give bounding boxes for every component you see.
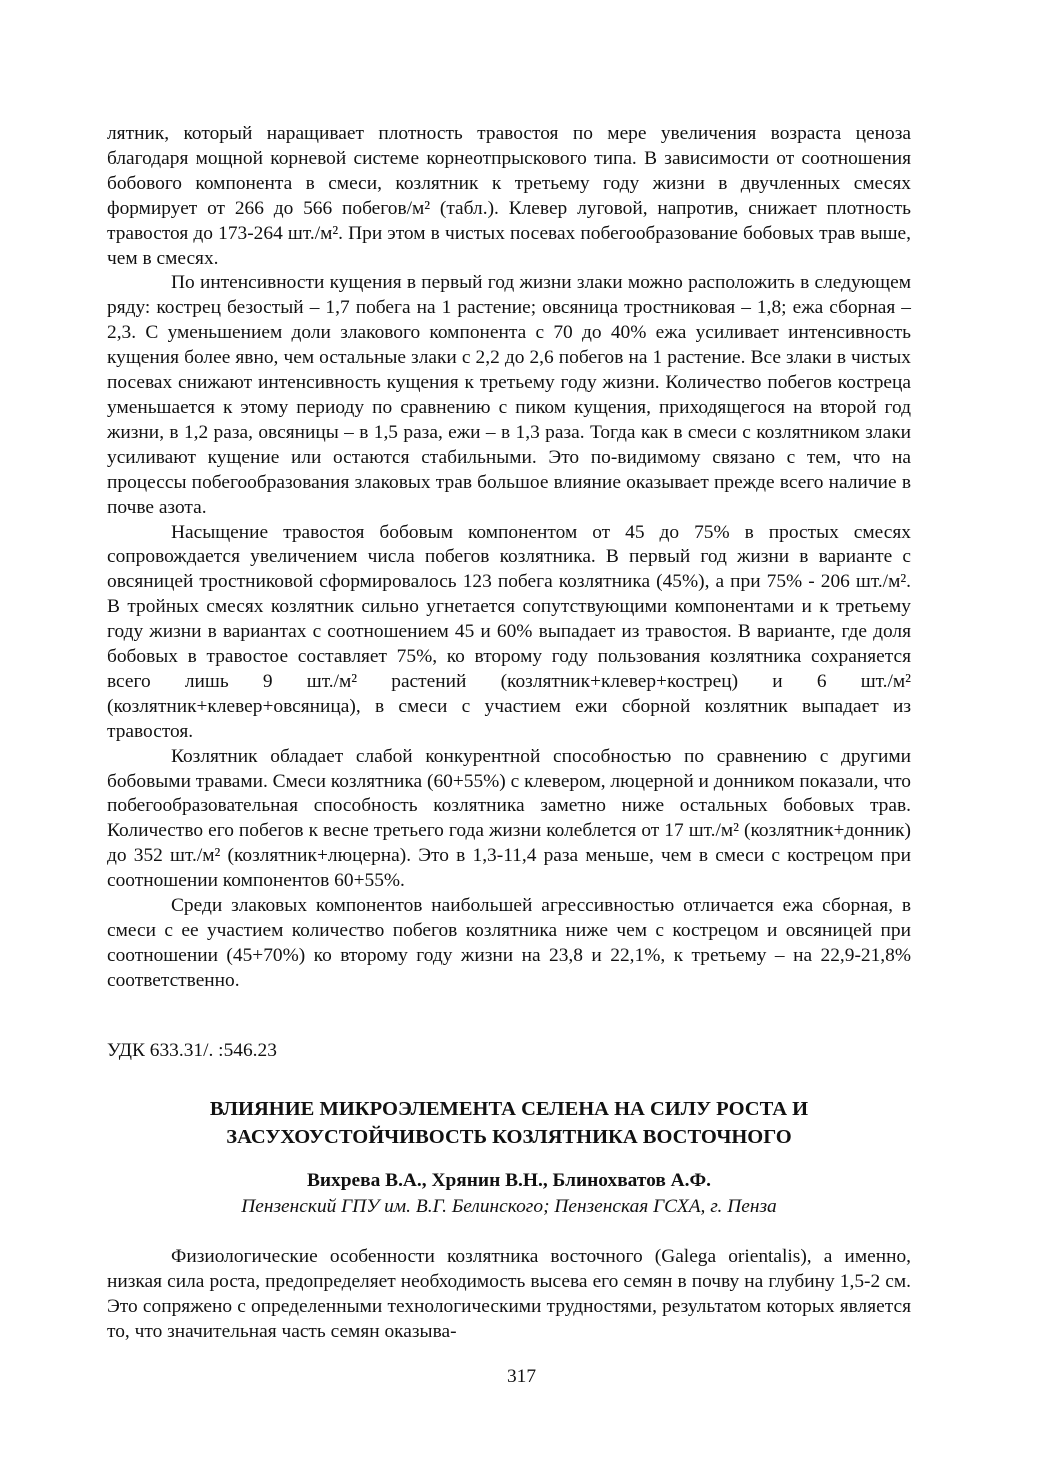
affiliation: Пензенский ГПУ им. В.Г. Белинского; Пензенская ГСХА, г. Пенза: [241, 1196, 777, 1217]
article-title: [107, 1095, 911, 1151]
udc-code: УДК 633.31/. :546.23: [107, 1040, 277, 1061]
paragraph-2: По интенсивности кущения в первый год жизни злаки можно расположить в следующем ряду: кострец безостый – 1,7 побега на 1 растение; овсяница тростниковая – 1,8; ежа сборная – 2,3. С уменьшением доли злакового компонента с 70 до 40% ежа усиливает интенсивность кущения более явно, чем остальные злаки с 2,2 до 2,6 побегов на 1 растение. Все злаки в чистых посевах снижают интенсивность кущения к третьему году жизни. Количество побегов костреца уменьшается к этому периоду по сравнению с пиком кущения, приходящегося на второй год жизни, в 1,2 раза, овсяницы – в 1,5 раза, ежи – в 1,3 раза. Тогда как в смеси с козлятником злаки усиливают кущение или остаются стабильными. Это по-видимому связано с тем, что на процессы побегообразования злаковых трав большое влияние оказывает прежде всего наличие в почве азота.: [107, 272, 911, 518]
paragraph-4: Козлятник обладает слабой конкурентной способностью по сравнению с другими бобовыми травами. Смеси козлятника (60+55%) с клевером, люцерной и донником показали, что побегообразовательная способность козлятника заметно ниже остальных бобовых трав. Количество его побегов к весне третьего года жизни колеблется от 17 шт./м² (козлятник+донник) до 352 шт./м² (козлятник+люцерна). Это в 1,3-11,4 раза меньше, чем в смеси с кострецом при соотношении компонентов 60+55%.: [107, 745, 911, 892]
article-body: [107, 1245, 911, 1345]
paragraph-3: Насыщение травостоя бобовым компонентом от 45 до 75% в простых смесях сопровождается увеличением числа побегов козлятника. В первый год жизни в варианте с овсяницей тростниковой сформировалось 123 побега козлятника (45%), а при 75% - 206 шт./м². В тройных смесях козлятник сильно угнетается сопутствующими компонентами и к третьему году жизни в вариантах с соотношением 45 и 60% выпадает из травостоя. В варианте, где доля бобовых в травостое составляет 75%, ко второму году пользования козлятника сохраняется всего лишь 9 шт./м² растений (козлятник+клевер+кострец) и 6 шт./м² (козлятник+клевер+овсяница), в смеси с участием ежи сборной козлятник выпадает из травостоя.: [107, 521, 911, 742]
page-number: 317: [506, 1366, 537, 1387]
article-title-line-1: ВЛИЯНИЕ МИКРОЭЛЕМЕНТА СЕЛЕНА НА СИЛУ РОСТА И: [209, 1098, 809, 1120]
intro-paragraph: Физиологические особенности козлятника восточного (Galega orientalis), а именно, низкая сила роста, предопределяет необходимость высева его семян в почву на глубину 1,5-2 см. Это сопряжено с определенными технологическими трудностями, результатом которых является то, что значительная часть семян оказыва-: [107, 1246, 911, 1342]
paragraph-5: Среди злаковых компонентов наибольшей агрессивностью отличается ежа сборная, в смеси с ее участием количество побегов козлятника ниже чем с кострецом и овсяницей при соотношении (45+70%) ко второму году жизни на 23,8 и 22,1%, к третьему – на 22,9-21,8% соответственно.: [107, 895, 911, 991]
authors: Вихрева В.А., Хрянин В.Н., Блинохватов А.Ф.: [306, 1170, 712, 1191]
paragraph-1: лятник, который наращивает плотность травостоя по мере увеличения возраста ценоза благодаря мощной корневой системе корнеотпрыскового типа. В зависимости от соотношения бобового компонента в смеси, козлятник к третьему году жизни в двучленных смесях формирует от 266 до 566 побегов/м² (табл.). Клевер луговой, напротив, снижает плотность травостоя до 173-264 шт./м². При этом в чистых посевах побегообразование бобовых трав выше, чем в смесях.: [107, 123, 911, 269]
article-title-line-2: ЗАСУХОУСТОЙЧИВОСТЬ КОЗЛЯТНИКА ВОСТОЧНОГО: [226, 1126, 792, 1148]
article-continuation: [107, 122, 911, 994]
